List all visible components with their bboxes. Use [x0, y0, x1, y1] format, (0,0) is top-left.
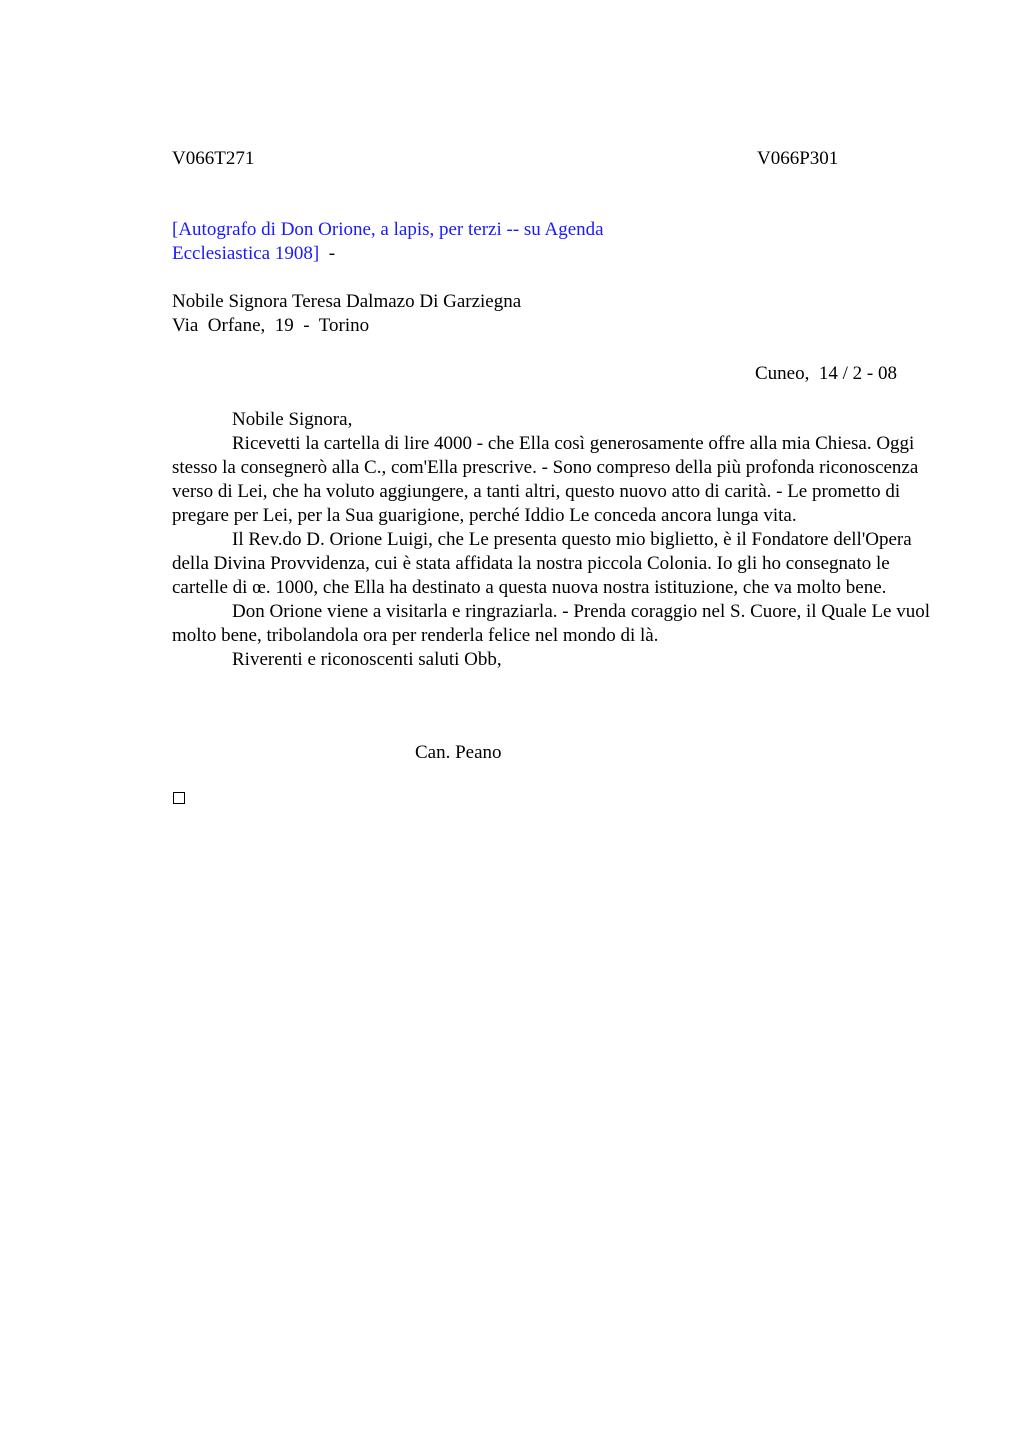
recipient-street: Via Orfane, 19 - Torino [172, 315, 370, 336]
letter-salutation: Nobile Signora, [232, 409, 353, 430]
letter-dateline: Cuneo, 14 / 2 - 08 [755, 363, 897, 384]
document-id-left: V066T271 [172, 148, 255, 169]
source-note-suffix: - [328, 243, 336, 264]
letter-paragraph: Ricevetti la cartella di lire 4000 - che Ella così generosamente offre alla mia Chiesa. Oggi stesso la consegnerò alla C., com'Ella prescrive. - Sono compreso della più profonda riconoscenza verso di Lei, che ha voluto aggiungere, a tanti altri, questo nuovo atto di carità. - Le prometto di pregare per Lei, per la Sua guarigione, perché Iddio Le conceda ancora lunga vita. [172, 433, 919, 526]
source-note-link[interactable]: [Autografo di Don Orione, a lapis, per terzi -- su Agenda Ecclesiastica 1908] [172, 219, 604, 264]
recipient-name: Nobile Signora Teresa Dalmazo Di Garziegna [172, 291, 522, 312]
letter-signature: Can. Peano [415, 742, 502, 763]
source-note [172, 218, 612, 266]
letter-body [172, 408, 932, 672]
letter-closing: Riverenti e riconoscenti saluti Obb, [232, 649, 502, 670]
letter-paragraph: Don Orione viene a visitarla e ringraziarla. - Prenda coraggio nel S. Cuore, il Quale Le vuol molto bene, tribolandola ora per renderla felice nel mondo di là. [172, 601, 931, 646]
recipient-address [172, 290, 521, 338]
letter-paragraph: Il Rev.do D. Orione Luigi, che Le presenta questo mio biglietto, è il Fondatore dell'Opera della Divina Provvidenza, cui è stata affidata la nostra piccola Colonia. Io gli ho consegnato le cartelle di œ. 1000, che Ella ha destinato a questa nuova nostra istituzione, che va molto bene. [172, 529, 912, 598]
document-id-right: V066P301 [757, 148, 839, 169]
empty-square-icon [173, 792, 185, 804]
